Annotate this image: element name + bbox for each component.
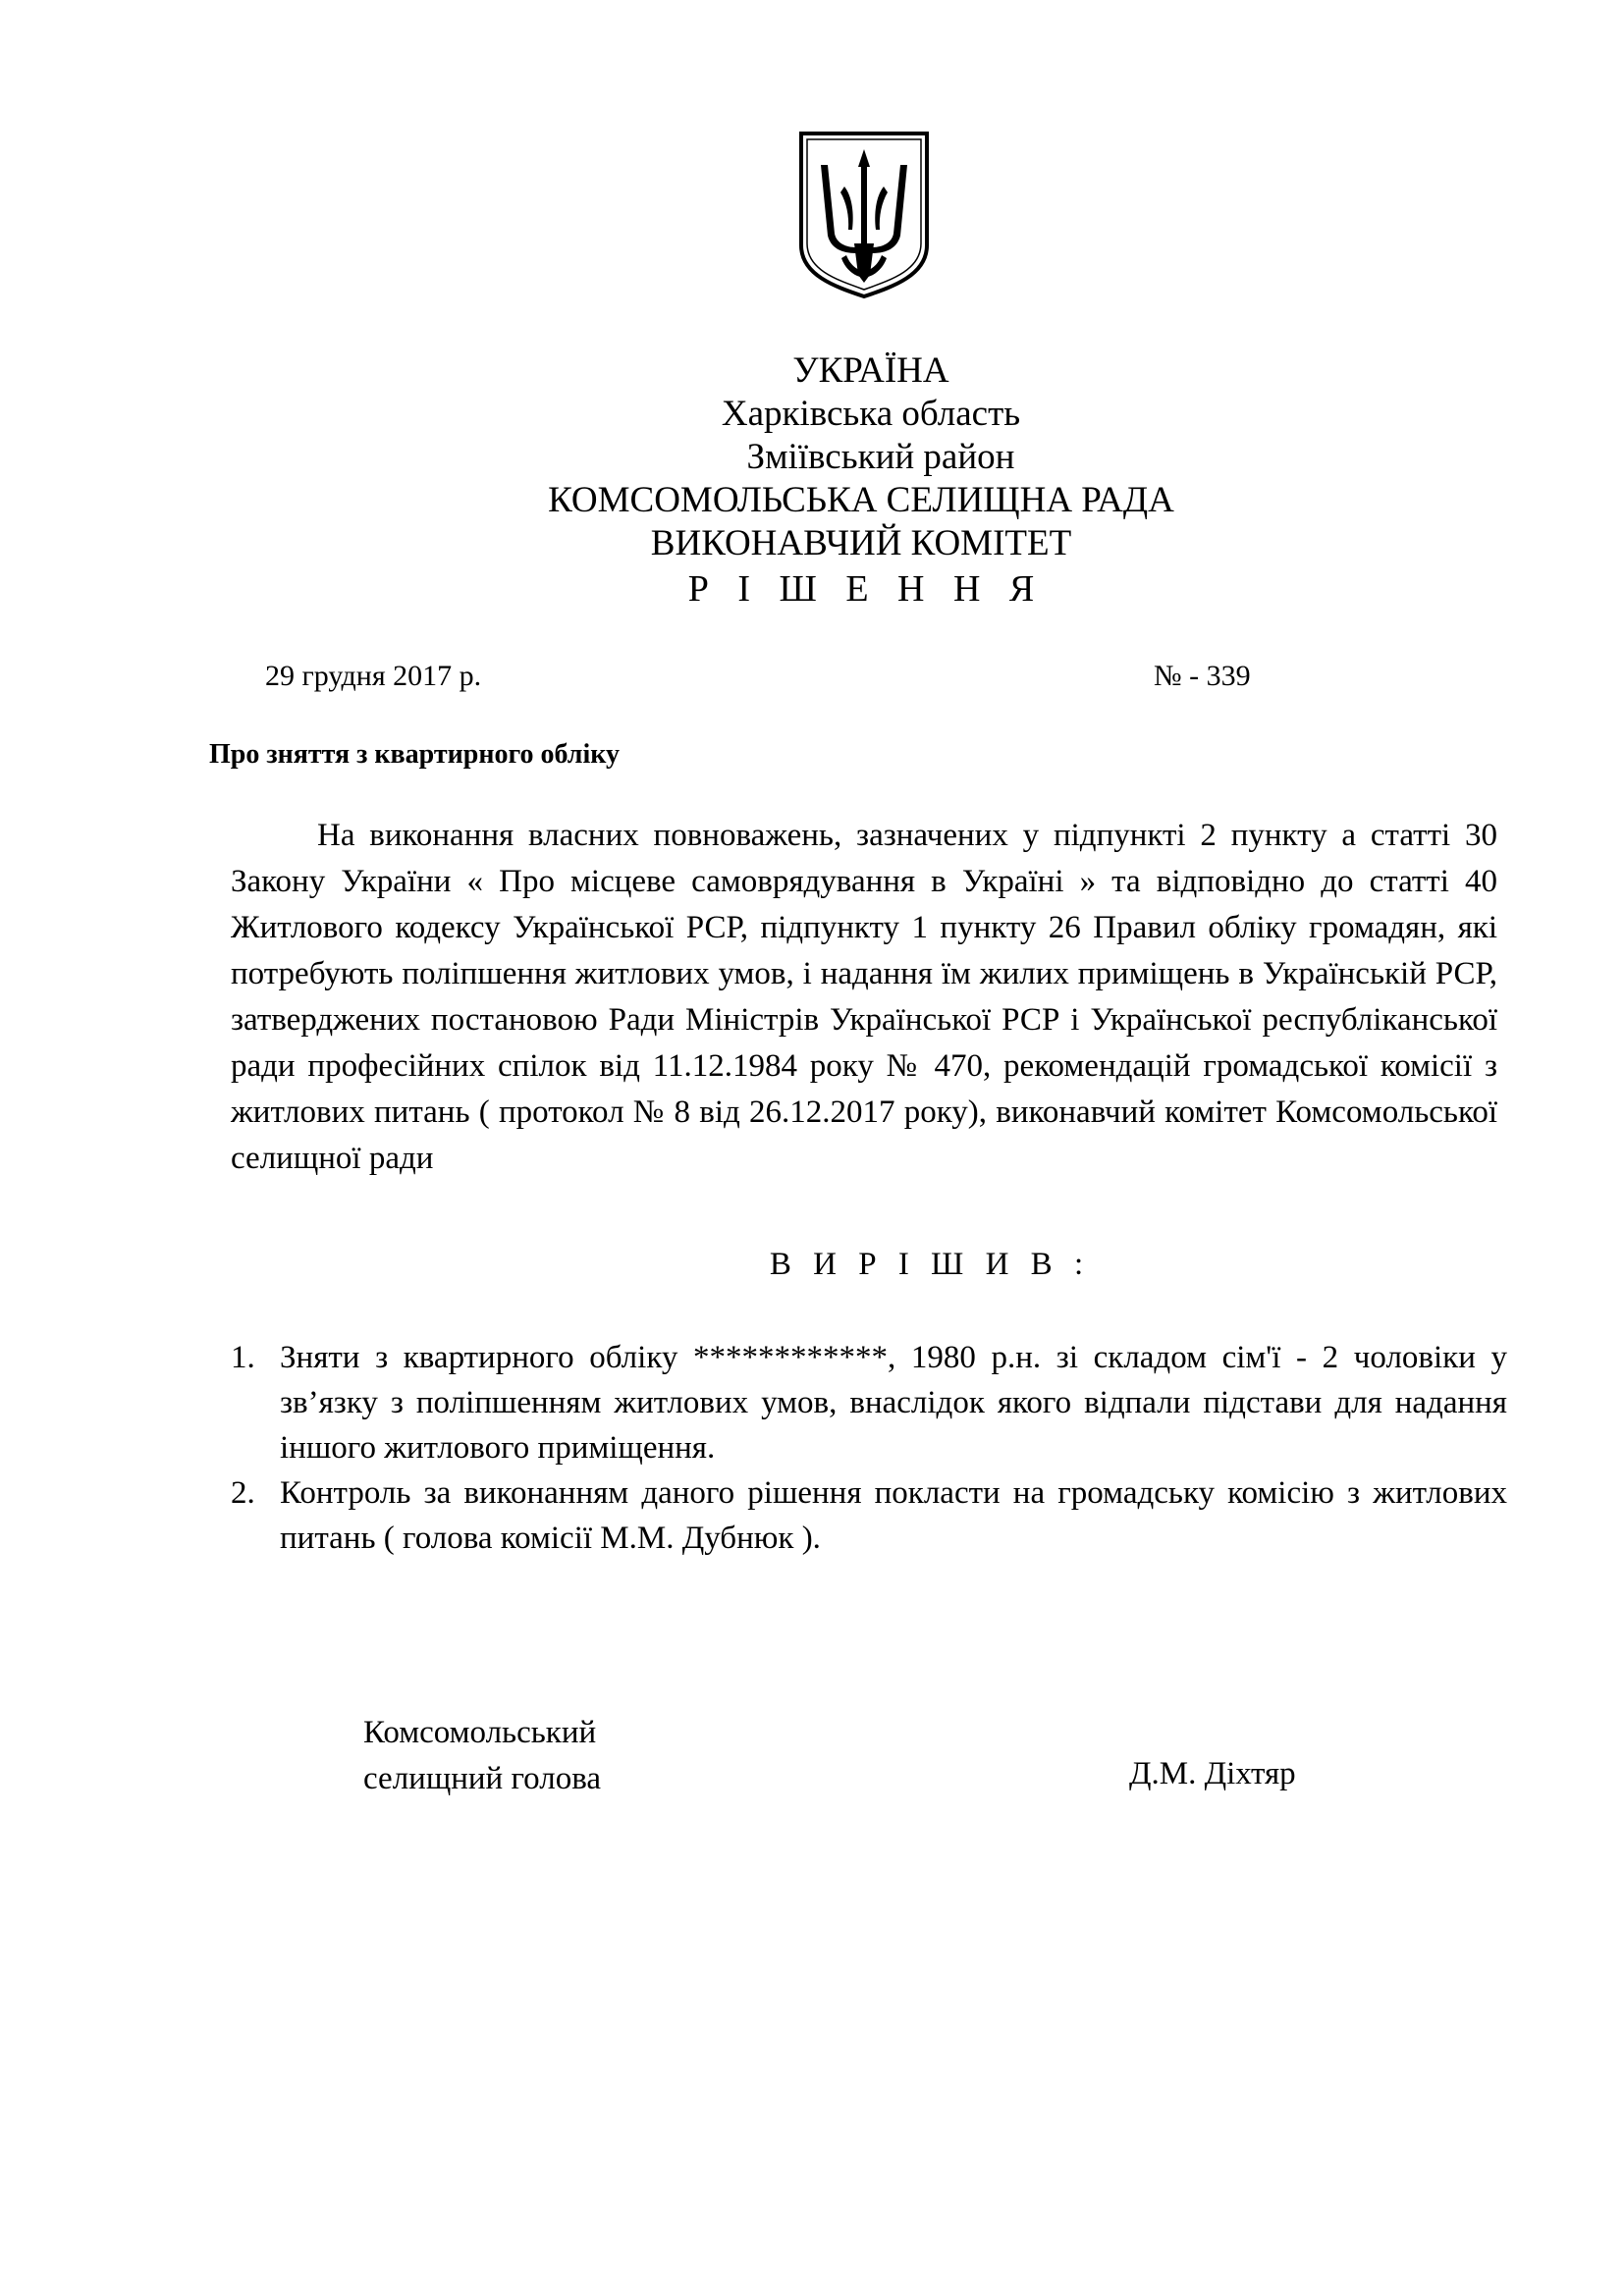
document-type-title: Р І Ш Е Н Н Я: [687, 568, 1045, 610]
signatory-position-line2: селищний голова: [363, 1761, 602, 1796]
oblast-name: Харківська область: [721, 394, 1021, 434]
resolved-heading: [0, 1247, 1624, 1283]
signatory-position: [363, 1710, 601, 1802]
decision-preamble: На виконання власних повноважень, зазначених у підпункті 2 пункту а статті 30 Закону України « Про місцеве самоврядування в Україні » та відповідно до статті 40 Житлового кодексу Української РСР, підпункту 1 пункту 26 Правил обліку громадян, які потребують поліпшення житлових умов, і надання їм жилих приміщень в Українській РСР, затверджених постановою Ради Міністрів Української РСР і Української республіканської ради професійних спілок від 11.12.1984 року № 470, рекомендацій громадської комісії з житлових питань ( протокол № 8 від 26.12.2017 року), виконавчий комітет Комсомольської селищної ради: [231, 818, 1497, 1176]
rayon-name: Зміївський район: [746, 437, 1015, 477]
signatory-position-line1: Комсомольський: [363, 1715, 597, 1750]
decision-item-text: Зняти з квартирного обліку ************, 1980 р.н. зі складом сім'ї - 2 чоловіки у зв’язку з поліпшенням житлових умов, внаслідок якого відпали підстави для надання іншого житлового приміщення.: [280, 1340, 1507, 1466]
resolved-heading-text: В И Р І Ш И В :: [769, 1247, 1091, 1282]
decision-items: [231, 1335, 1507, 1561]
decision-item: [231, 1335, 1507, 1470]
decision-number: № - 339: [1154, 660, 1251, 692]
decision-date: 29 грудня 2017 р.: [265, 660, 482, 692]
decision-item-number: 1.: [231, 1340, 255, 1375]
coat-of-arms-emblem: [795, 128, 933, 299]
decision-item-text: Контроль за виконанням даного рішення покласти на громадську комісію з житлових питань ( голова комісії М.М. Дубнюк ).: [280, 1475, 1507, 1556]
decision-item-number: 2.: [231, 1475, 255, 1511]
decision-subject: Про зняття з квартирного обліку: [209, 739, 621, 770]
country-name: УКРАЇНА: [792, 350, 949, 391]
signatory-name: Д.М. Діхтяр: [1129, 1756, 1296, 1791]
document-header: [0, 349, 1624, 611]
decision-item: [231, 1470, 1507, 1561]
committee-name: ВИКОНАВЧИЙ КОМІТЕТ: [650, 523, 1072, 563]
council-name: КОМСОМОЛЬСЬКА СЕЛИЩНА РАДА: [548, 480, 1174, 520]
